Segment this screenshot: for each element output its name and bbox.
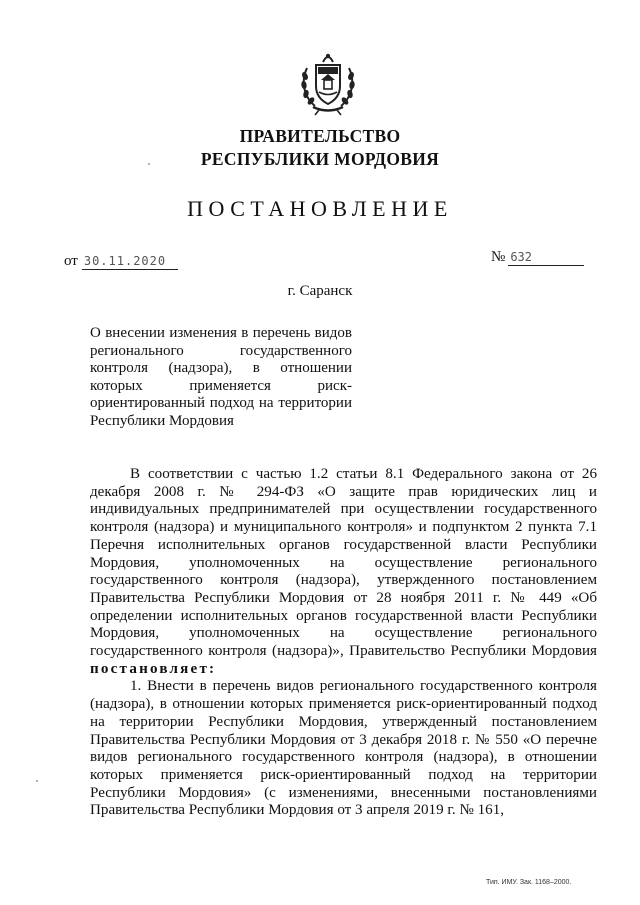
item-1-paragraph: 1. Внести в перечень видов регионального государственного контроля (надзора), в отношении которых применяется риск-ориентированный подход на территории Республики Мордовия, утвержденный постановлением Правительства Республики Мордовия от 3 декабря 2018 г. № 550 «О перечне видов регионального государственного контроля (надзора), в отношении которых применяется риск-ориентированный подход на территории Республики Мордовия» (с изменениями, внесенными постановлениями Правительства Республики Мордовия от 3 апреля 2019 г. № 161, (90, 678, 597, 819)
document-number-row (491, 249, 584, 266)
date-label: от (64, 253, 78, 269)
date-value: 30.11.2020 (82, 254, 178, 270)
print-note: Тип. ИМУ. Зак. 1168–2000. (486, 879, 572, 886)
preamble-text: В соответствии с частью 1.2 статьи 8.1 Федерального закона от 26 декабря 2008 г. № 294-ФЗ «О защите прав юридических лиц и индивидуальных предпринимателей при осуществлении государственного контроля (надзора) и муниципального контроля» и подпунктом 2 пункта 7.1 Перечня исполнительных органов государственной власти Республики Мордовия, уполномоченных на осуществление регионального государственного контроля (надзора), утвержденного постановлением Правительства Республики Мордовия от 28 ноября 2011 г. № 449 «Об определении исполнительных органов государственной власти Республики Мордовия, уполномоченных на осуществление регионального государственного контроля (надзора)», Правительство Республики Мордовия (90, 466, 597, 660)
number-label: № (491, 249, 506, 265)
document-subject: О внесении изменения в перечень видов регионального государственного контроля (надзора), в отношении которых применяется риск-ориентированный подход на территории Республики Мордовия (90, 325, 352, 429)
scan-speck (36, 780, 38, 782)
resolves-word: постановляет: (90, 660, 217, 677)
number-value: 632 (508, 250, 584, 266)
preamble-paragraph (90, 466, 597, 678)
government-name-line2: РЕСПУБЛИКИ МОРДОВИЯ (200, 149, 440, 169)
government-name-line1: ПРАВИТЕЛЬСТВО (239, 126, 401, 146)
mordovia-coat-of-arms-icon (297, 50, 359, 116)
scan-speck (148, 163, 150, 165)
document-type-heading: ПОСТАНОВЛЕНИЕ (187, 196, 453, 221)
city-name: г. Саранск (287, 283, 353, 299)
document-body (90, 466, 597, 820)
document-date-row (64, 253, 178, 270)
